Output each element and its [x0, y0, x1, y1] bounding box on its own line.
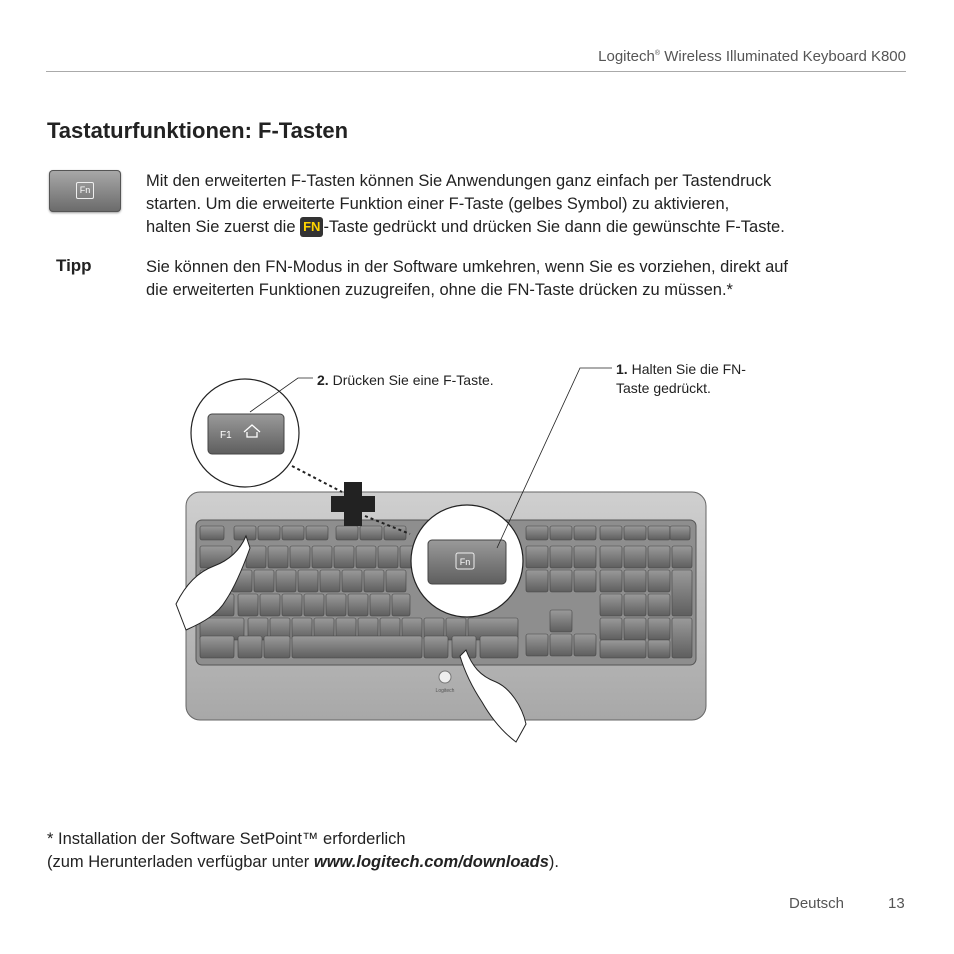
- page-number: 13: [888, 895, 905, 912]
- fn-inline-key-icon: FN: [300, 217, 323, 237]
- zoom-f1-label: F1: [220, 430, 232, 441]
- footnote-pre: (zum Herunterladen verfügbar unter: [47, 853, 314, 871]
- callout-1-text-2: Taste gedrückt.: [616, 380, 711, 396]
- tip-label: Tipp: [56, 256, 92, 275]
- callout-2-num: 2.: [317, 372, 329, 388]
- callout-2-text: Drücken Sie eine F-Taste.: [328, 372, 494, 388]
- footnote-line-2: [47, 853, 559, 872]
- intro-line-3-pre: halten Sie zuerst die: [146, 218, 301, 236]
- footnote-line-1: * Installation der Software SetPoint™ erforderlich: [47, 830, 406, 848]
- footer-language: Deutsch: [789, 895, 845, 912]
- page-title: Tastaturfunktionen: F-Tasten: [47, 118, 349, 143]
- connector-dots-1: [292, 466, 342, 492]
- tip-line-2: die erweiterten Funktionen zuzugreifen, ohne die FN-Taste drücken zu müssen.*: [146, 281, 733, 299]
- tip-line-1: Sie können den FN-Modus in der Software umkehren, wenn Sie es vorziehen, direkt auf: [146, 258, 789, 276]
- plus-icon-bar: [331, 496, 375, 512]
- fn-key-label: Fn: [76, 182, 94, 199]
- registered-mark: ®: [654, 50, 661, 57]
- logitech-logo-icon: [439, 671, 451, 683]
- product-name: Wireless Illuminated Keyboard K800: [660, 48, 906, 65]
- intro-line-3-post: -Taste gedrückt und drücken Sie dann die gewünschte F-Taste.: [323, 218, 785, 236]
- intro-line-1: Mit den erweiterten F-Tasten können Sie Anwendungen ganz einfach per Tastendruck: [146, 172, 772, 190]
- brand: Logitech: [598, 48, 655, 65]
- callout-1: [616, 360, 776, 398]
- footnote-post: ).: [548, 853, 559, 871]
- download-link[interactable]: www.logitech.com/downloads: [313, 853, 549, 871]
- zoom-fn-label: Fn: [459, 557, 471, 567]
- intro-line-2: starten. Um die erweiterte Funktion einer F-Taste (gelbes Symbol) zu aktivieren,: [146, 195, 730, 213]
- keyboard-logo: Logitech: [435, 688, 455, 694]
- callout-2: [317, 371, 494, 390]
- callout-1-text: Halten Sie die FN-: [627, 361, 746, 377]
- callout-1-num: 1.: [616, 361, 628, 377]
